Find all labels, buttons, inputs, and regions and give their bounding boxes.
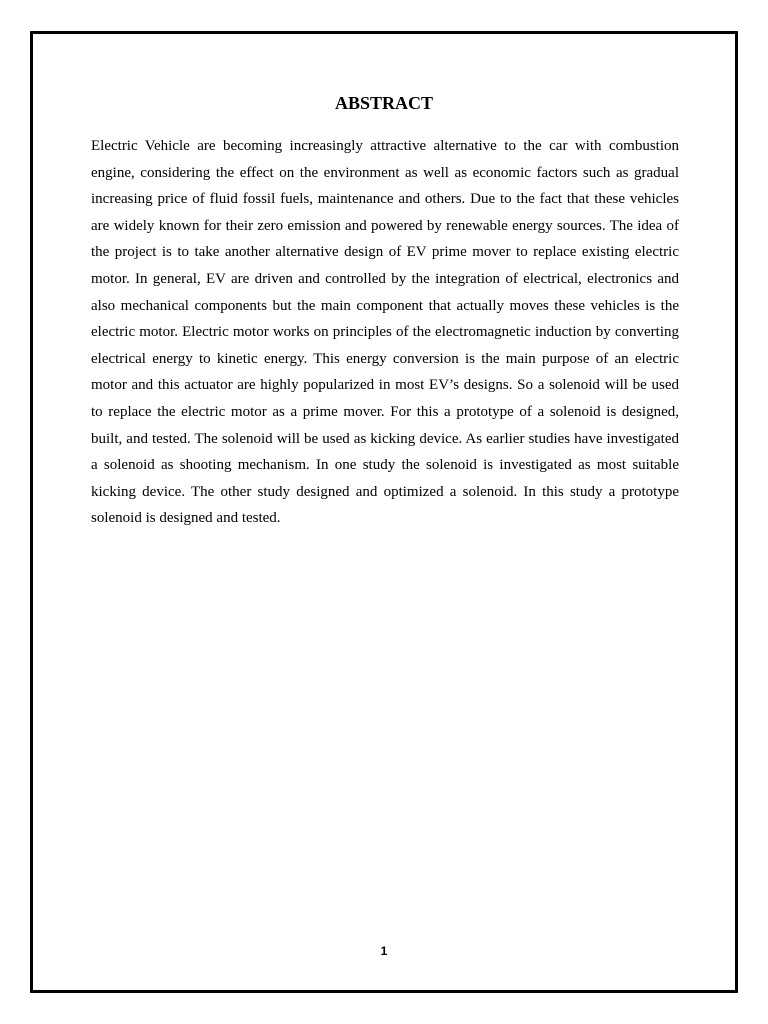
abstract-heading: ABSTRACT <box>334 93 434 113</box>
page-number: 1 <box>380 944 388 958</box>
abstract-paragraph: Electric Vehicle are becoming increasingly attractive alternative to the car with combustion engine, considering the effect on the environment as well as economic factors such as gradual increasing price of fluid fossil fuels, maintenance and others. Due to the fact that these vehicles are widely known for their zero emission and powered by renewable energy sources. The idea of the project is to take another alternative design of EV prime mover to replace existing electric motor. In general, EV are driven and controlled by the integration of electrical, electronics and also mechanical components but the main component that actually moves these vehicles is the electric motor. Electric motor works on principles of the electromagnetic induction by converting electrical energy to kinetic energy. This energy conversion is the main purpose of an electric motor and this actuator are highly popularized in most EV’s designs. So a solenoid will be used to replace the electric motor as a prime mover. For this a prototype of a solenoid is designed, built, and tested. The solenoid will be used as kicking device. As earlier studies have investigated a solenoid as shooting mechanism. In one study the solenoid is investigated as most suitable kicking device. The other study designed and optimized a solenoid. In this study a prototype solenoid is designed and tested. <box>91 138 679 527</box>
